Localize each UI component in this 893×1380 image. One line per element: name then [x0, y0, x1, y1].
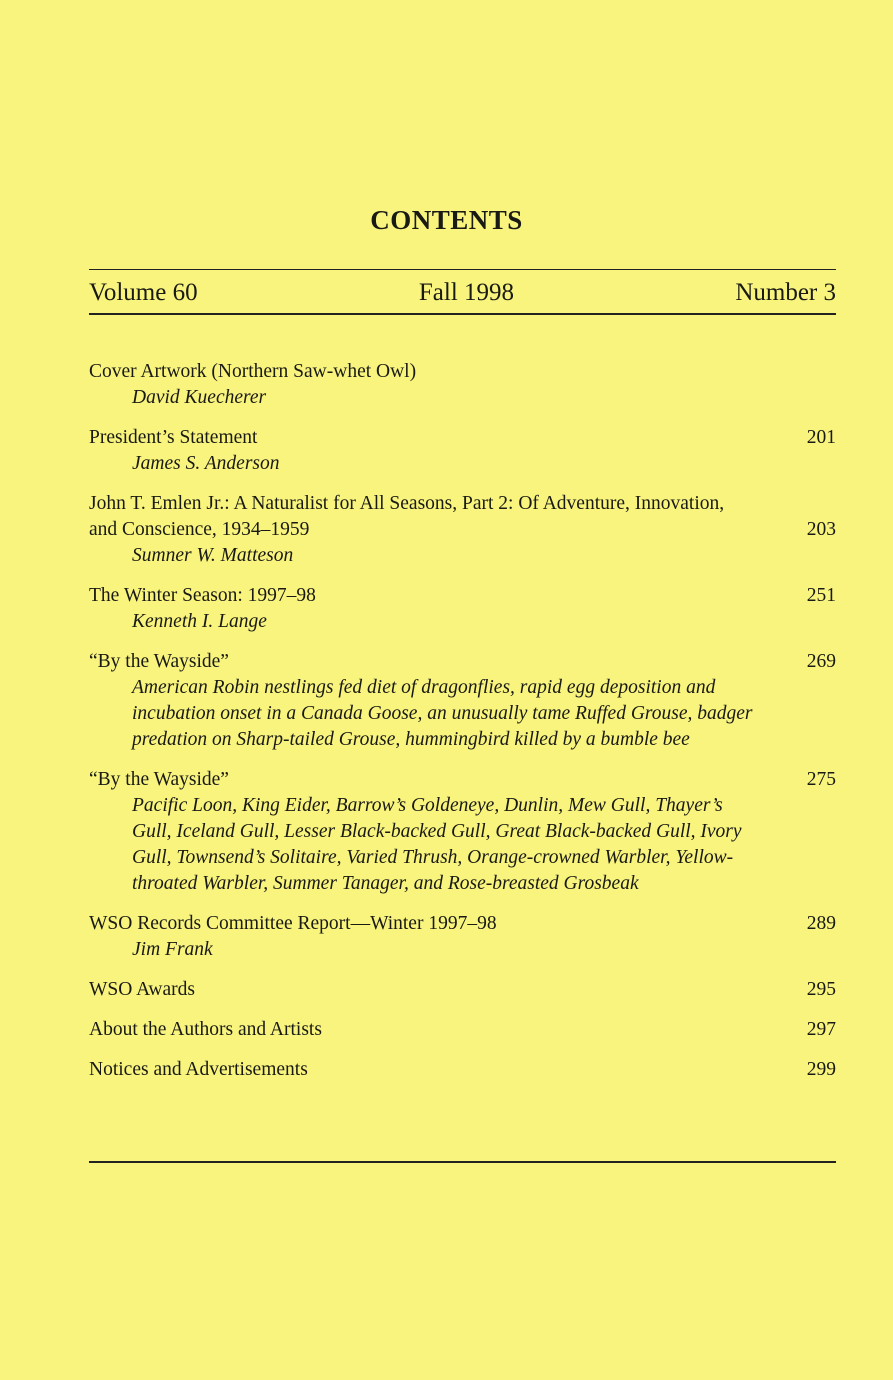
entry-page: 297 — [806, 1019, 836, 1040]
entry-presidents-statement[interactable] — [89, 425, 836, 477]
entry-title: Cover Artwork (Northern Saw-whet Owl) — [89, 361, 417, 382]
entry-emlen-naturalist[interactable] — [89, 491, 836, 569]
contents-list — [89, 359, 836, 1097]
entry-title: President’s Statement — [89, 427, 258, 448]
entry-records-committee[interactable] — [89, 911, 836, 963]
entry-page: 299 — [806, 1059, 836, 1080]
entry-author: Kenneth I. Lange — [132, 611, 267, 632]
entry-title: WSO Records Committee Report—Winter 1997–98 — [89, 913, 497, 934]
entry-page: 251 — [806, 585, 836, 606]
volume-label: Volume 60 — [89, 279, 198, 306]
entry-winter-season[interactable] — [89, 583, 836, 635]
issue-info — [89, 279, 836, 307]
entry-author: Jim Frank — [132, 939, 213, 960]
number-label: Number 3 — [735, 279, 836, 306]
issue-rule — [89, 313, 836, 315]
entry-title: “By the Wayside” — [89, 651, 229, 672]
entry-by-the-wayside-275[interactable] — [89, 767, 836, 897]
entry-notices[interactable] — [89, 1057, 836, 1083]
page-title: CONTENTS — [370, 205, 523, 235]
entry-wso-awards[interactable] — [89, 977, 836, 1003]
entry-summary: Pacific Loon, King Eider, Barrow’s Goldeneye, Dunlin, Mew Gull, Thayer’s Gull, Iceland Gull, Lesser Black-backed Gull, Great Black-backed Gull, Ivory Gull, Townsend’s Solitaire, Varied Thrush, Orange-crowned Warbler, Yellow-throated Warbler, Summer Tanager, and Rose-breasted Grosbeak — [132, 795, 742, 894]
entry-page: 201 — [806, 427, 836, 448]
entry-title: John T. Emlen Jr.: A Naturalist for All Seasons, Part 2: Of Adventure, Innovation, and Conscience, 1934–1959 — [89, 493, 725, 540]
entry-page: 269 — [806, 651, 836, 672]
entry-page: 275 — [806, 769, 836, 790]
entry-author: James S. Anderson — [132, 453, 280, 474]
entry-page: 203 — [806, 519, 836, 540]
entry-page: 289 — [806, 913, 836, 934]
season-label: Fall 1998 — [418, 279, 515, 306]
top-rule — [89, 269, 836, 270]
entry-about-authors[interactable] — [89, 1017, 836, 1043]
entry-title: The Winter Season: 1997–98 — [89, 585, 316, 606]
entry-title: About the Authors and Artists — [89, 1019, 322, 1040]
entry-page: 295 — [806, 979, 836, 1000]
entry-title: “By the Wayside” — [89, 769, 229, 790]
entry-by-the-wayside-269[interactable] — [89, 649, 836, 753]
entry-cover-artwork[interactable] — [89, 359, 836, 411]
entry-title: Notices and Advertisements — [89, 1059, 308, 1080]
entry-author: Sumner W. Matteson — [132, 545, 294, 566]
entry-title: WSO Awards — [89, 979, 195, 1000]
entry-author: David Kuecherer — [132, 387, 267, 408]
bottom-rule — [89, 1161, 836, 1163]
entry-summary: American Robin nestlings fed diet of dragonflies, rapid egg deposition and incubation onset in a Canada Goose, an unusually tame Ruffed Grouse, badger predation on Sharp-tailed Grouse, hummingbird killed by a bumble bee — [132, 677, 753, 750]
